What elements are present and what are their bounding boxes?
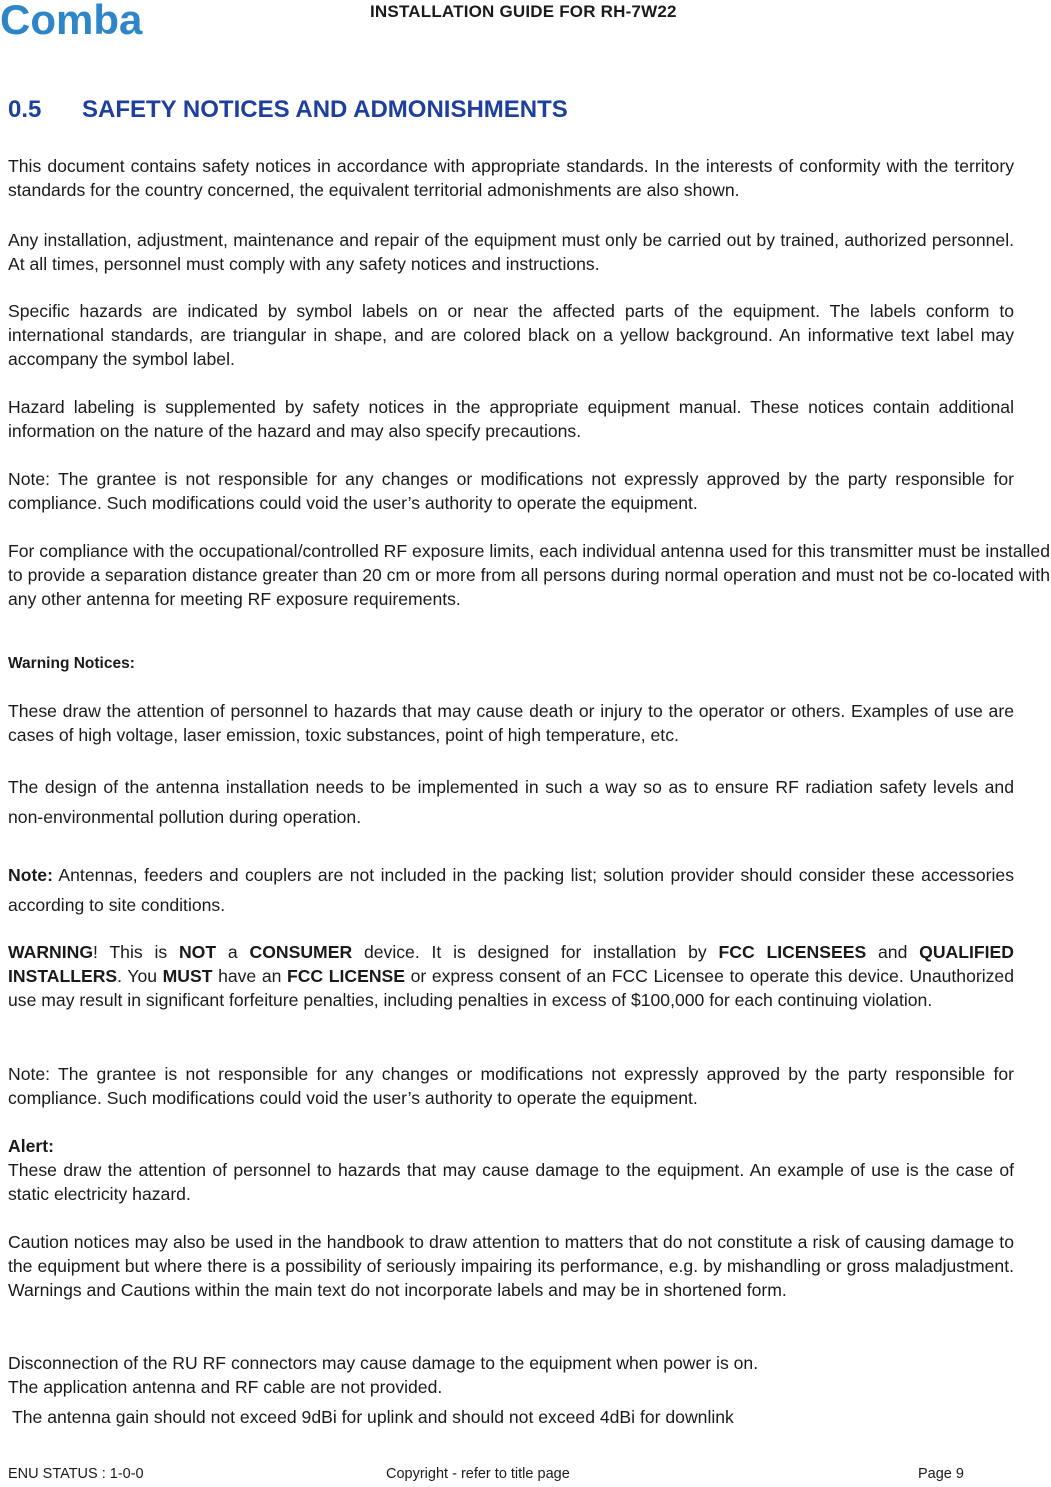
warning-text: and [866,942,920,962]
comba-logo [0,0,180,40]
warning-word: WARNING [8,942,94,962]
footer-status: ENU STATUS : 1-0-0 [8,1466,144,1482]
note-text: Antennas, feeders and couplers are not included in the packing list; solution provider should consider these accessories according to site conditions. [8,865,1014,915]
warning-text: device. It is designed for installation by [352,942,719,962]
footer-copyright: Copyright - refer to title page [386,1466,570,1482]
paragraph-personnel: Any installation, adjustment, maintenance and repair of the equipment must only be carried out by trained, authorized personnel. At all times, personnel must comply with any safety notices and instructions. [8,230,1014,274]
warning-text: ! This is [93,942,179,962]
fcc-licensees-word: FCC LICENSEES [718,942,867,962]
paragraph-hazard-labels: Specific hazards are indicated by symbol labels on or near the affected parts of the equipment. The labels conform to international standards, are triangular in shape, and are colored black on a yellow background. An informative text label may accompany the symbol label. [8,301,1014,369]
warning-text: or express consent of an FCC Licensee to operate this device. Unauthorized use may result in significant forfeiture penalties, including penalties in excess of $100,000 for each continuing violation. [8,966,1014,1010]
section-title: SAFETY NOTICES AND ADMONISHMENTS [82,96,568,123]
svg-text:Comba: Comba [0,0,143,40]
paragraph-antenna-gain: The antenna gain should not exceed 9dBi for uplink and should not exceed 4dBi for downlink [12,1407,734,1427]
footer-page-number: Page 9 [918,1466,964,1482]
warning-notices-heading: Warning Notices: [8,655,135,672]
consumer-word: CONSUMER [249,942,353,962]
section-heading [8,96,568,124]
alert-heading: Alert: [8,1136,54,1156]
paragraph-hazard-labeling: Hazard labeling is supplemented by safety notices in the appropriate equipment manual. These notices contain additional information on the nature of the hazard and may also specify precautions. [8,397,1014,441]
warning-text: have an [212,966,287,986]
paragraph-alert: These draw the attention of personnel to hazards that may cause damage to the equipment. An example of use is the case of static electricity hazard. [8,1160,1014,1204]
fcc-license-word: FCC LICENSE [286,966,405,986]
paragraph-fcc-warning [8,940,1014,1012]
paragraph-disconnection: Disconnection of the RU RF connectors may cause damage to the equipment when power is on. [8,1353,759,1373]
paragraph-grantee-note-2: Note: The grantee is not responsible for any changes or modifications not expressly approved by the party responsible for compliance. Such modifications could void the user’s authority to operate the equipment. [8,1064,1014,1108]
paragraph-rf-exposure: For compliance with the occupational/controlled RF exposure limits, each individual antenna used for this transmitter must be installed to provide a separation distance greater than 20 cm or more from all persons during normal operation and must not be co-located with any other antenna for meeting RF exposure requirements. [8,541,1050,609]
paragraph-packing-note [8,860,1014,920]
note-label: Note: [8,865,53,885]
qualified-installers-word: QUALIFIED INSTALLERS [8,942,1014,986]
paragraph-caution: Caution notices may also be used in the handbook to draw attention to matters that do not constitute a risk of causing damage to the equipment but where there is a possibility of seriously impairing its performance, e.g. by mishandling or gross maladjustment. Warnings and Cautions within the main text do not incorporate labels and may be in shortened form. [8,1232,1014,1300]
paragraph-antenna-design: The design of the antenna installation needs to be implemented in such a way so as to ensure RF radiation safety levels and non-environmental pollution during operation. [8,777,1014,827]
document-title: INSTALLATION GUIDE FOR RH-7W22 [370,2,677,21]
paragraph-not-provided: The application antenna and RF cable are not provided. [8,1377,443,1397]
paragraph-warning-notices: These draw the attention of personnel to hazards that may cause death or injury to the operator or others. Examples of use are cases of high voltage, laser emission, toxic substances, point of high temperature, etc. [8,701,1014,745]
paragraph-conformity: This document contains safety notices in accordance with appropriate standards. In the interests of conformity with the territory standards for the country concerned, the equivalent territorial admonishments are also shown. [8,156,1014,200]
must-word: MUST [162,966,213,986]
warning-text: a [216,942,250,962]
not-word: NOT [178,942,217,962]
warning-text: . You [117,966,163,986]
paragraph-grantee-note: Note: The grantee is not responsible for any changes or modifications not expressly approved by the party responsible for compliance. Such modifications could void the user’s authority to operate the equipment. [8,469,1014,513]
section-number: 0.5 [8,96,42,123]
